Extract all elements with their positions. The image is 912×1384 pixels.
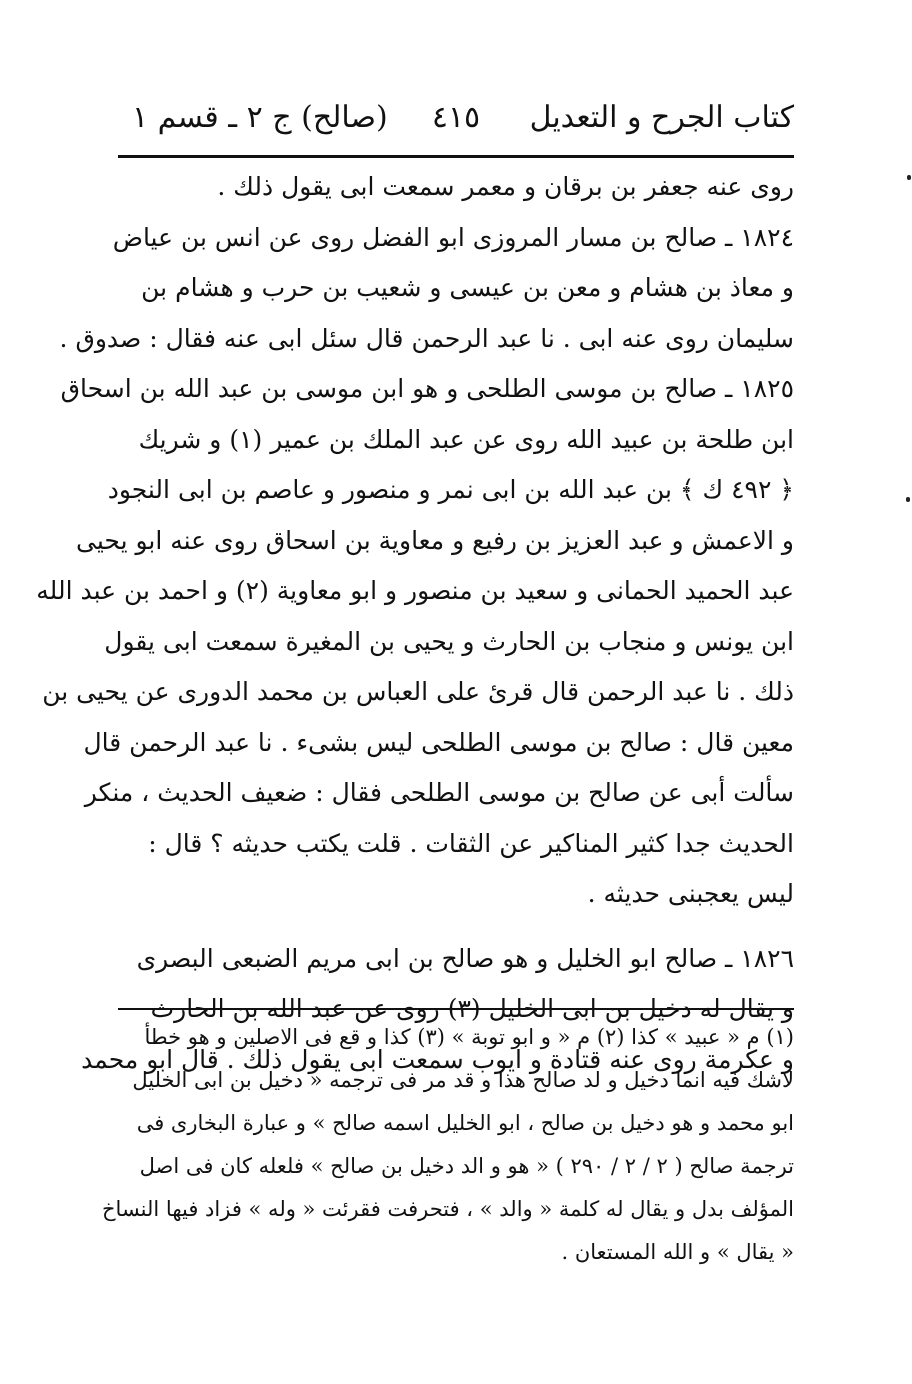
entry-1826-line: ١٨٢٦ ـ صالح ابو الخليل و هو صالح بن ابى مريم الضبعى البصرى (136, 943, 794, 973)
text-line: الحديث جدا كثير المناكير عن الثقات . قلت يكتب حديثه ؟ قال : (148, 828, 794, 858)
text-line: ﴿ ٤٩٢ ك ﴾ بن عبد الله بن ابى نمر و منصور و عاصم بن ابى النجود (107, 475, 794, 504)
footnote-line: (١) م « عبيد » كذا (٢) م « و ابو توبة » (٣) كذا و قع فى الاصلين و هو خطأ (144, 1025, 794, 1049)
text-line: ليس يعجبنى حديثه . (587, 879, 794, 908)
book-title: كتاب الجرح و التعديل (529, 100, 794, 135)
footnote-line: لاشك فيه انما دخيل و لد صالح هذا و قد مر فى ترجمه « دخيل بن ابى الخليل (132, 1068, 794, 1092)
header-rule (118, 155, 794, 158)
footnotes (81, 1016, 794, 1274)
text-line: و الاعمش و عبد العزيز بن رفيع و معاوية بن اسحاق روى عنه ابو يحيى (76, 525, 794, 555)
text-line: عبد الحميد الحمانى و سعيد بن منصور و ابو معاوية (٢) و احمد بن عبد الله (36, 576, 794, 605)
footnote-rule (118, 1008, 794, 1010)
footnote-line: « يقال » و الله المستعان . (561, 1240, 794, 1264)
text-line: سليمان روى عنه ابى . نا عبد الرحمن قال سئل ابى عنه فقال : صدوق . (59, 323, 794, 353)
text-line: روى عنه جعفر بن برقان و معمر سمعت ابى يقول ذلك . (217, 172, 794, 201)
footnote-line: ترجمة صالح ( ٢ / ٢ / ٢٩٠ ) « هو و الد دخيل بن صالح » فلعله كان فى اصل (139, 1154, 794, 1178)
footnote-line: المؤلف بدل و يقال له كلمة « والد » ، فتحرفت فقرئت « وله » فزاد فيها النساخ (101, 1197, 794, 1221)
text-line: و عكرمة روى عنه قتادة و ايوب سمعت ابى يقول ذلك . قال ابو محمد (81, 1044, 794, 1074)
text-line: ابن يونس و منجاب بن الحارث و يحيى بن المغيرة سمعت ابى يقول (104, 626, 794, 656)
page-header (118, 92, 794, 152)
main-text (36, 162, 794, 1085)
entry-1825-line: ١٨٢٥ ـ صالح بن موسى الطلحى و هو ابن موسى بن عبد الله بن اسحاق (60, 374, 794, 403)
page-number: ٤١٥ (431, 100, 481, 135)
footnote-line: ابو محمد و هو دخيل بن صالح ، ابو الخليل اسمه صالح » و عبارة البخارى فى (136, 1111, 794, 1135)
scan-speck (906, 497, 910, 502)
text-line: و يقال له دخيل بن ابى الخليل (٣) روى عن عبد الله بن الحارث (150, 994, 794, 1023)
text-line: و معاذ بن هشام و معن بن عيسى و شعيب بن حرب و هشام بن (141, 273, 794, 302)
entry-1824-line: ١٨٢٤ ـ صالح بن مسار المروزى ابو الفضل روى عن انس بن عياض (112, 222, 794, 252)
paragraph-gap (118, 920, 794, 934)
scan-speck (907, 175, 911, 180)
text-line: سألت أبى عن صالح بن موسى الطلحى فقال : ضعيف الحديث ، منكر (84, 778, 794, 807)
text-line: معين قال : صالح بن موسى الطلحى ليس بشىء . نا عبد الرحمن قال (83, 727, 794, 757)
text-line: ابن طلحة بن عبيد الله روى عن عبد الملك بن عمير (١) و شريك (138, 424, 794, 454)
text-line: ذلك . نا عبد الرحمن قال قرئ على العباس بن محمد الدورى عن يحيى بن (42, 677, 794, 706)
section-label: (صالح) ج ٢ ـ قسم ١ (132, 100, 388, 135)
